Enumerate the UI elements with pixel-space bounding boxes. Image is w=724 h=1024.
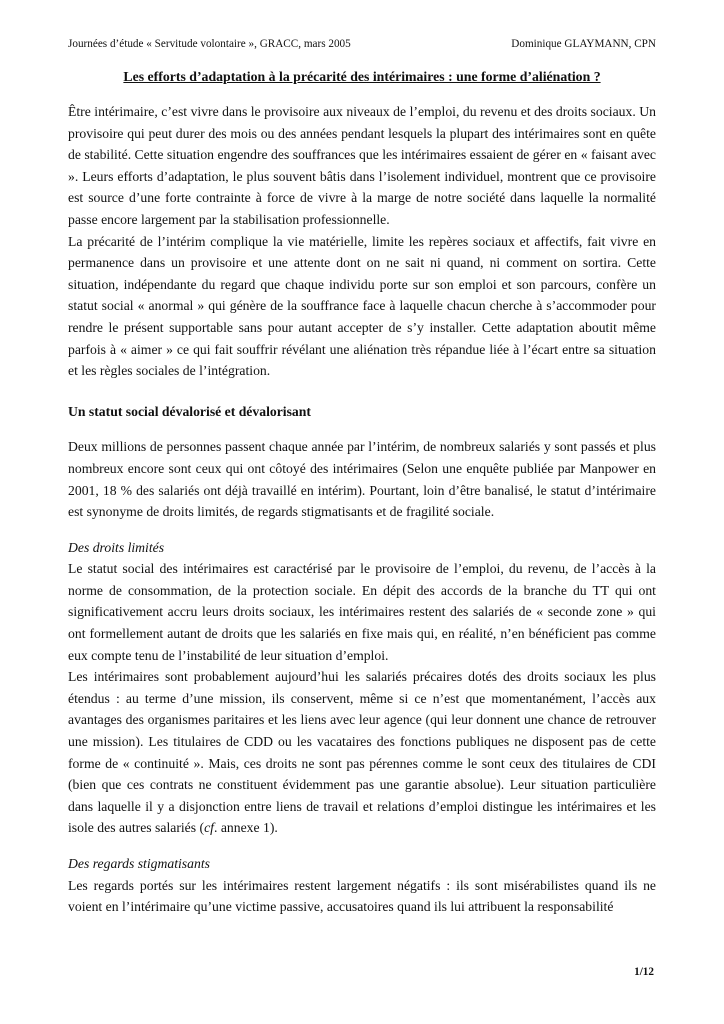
section-paragraph-1: Deux millions de personnes passent chaque année par l’intérim, de nombreux salariés y sont passés et plus nombreux encore sont ceux qui ont côtoyé des intérimaires (Selon une enquête publiée par Manpower en 2001, 18 % des salariés ont déjà travaillé en intérim). Pourtant, loin d’être banalisé, le statut d’intérimaire est synonyme de droits limités, de regards stigmatisants et de fragilité sociale. [68,439,656,520]
page-number: 1/12 [634,966,654,978]
subsection-heading-stigma: Des regards stigmatisants [68,856,210,871]
rights-paragraph-2 [68,666,656,839]
intro-paragraph-2: La précarité de l’intérim complique la vie matérielle, limite les repères sociaux et affectifs, fait vivre en permanence dans un provisoire et une attente dont on ne sait ni quand, ni comment on sortira. Cette situation, indépendante du regard que chaque individu porte sur son emploi et son parcours, confère un statut social « anormal » qui génère de la souffrance face à laquelle chacun cherche à s’accommoder pour rendre le présent supportable sans pour autant accepter de s’y installer. Cette adaptation aboutit même parfois à « aimer » ce qui fait souffrir révélant une aliénation très répandue liée à l’écart entre sa situation et les règles sociales de l’intégration. [68,233,656,379]
document-page [68,36,656,918]
intro-paragraph-1: Être intérimaire, c’est vivre dans le provisoire aux niveaux de l’emploi, du revenu et des droits sociaux. Un provisoire qui peut durer des mois ou des années pendant lesquels la plupart des intérimaires sont en quête de stabilité. Cette situation engendre des souffrances que les intérimaires essaient de gérer en « faisant avec ». Leurs efforts d’adaptation, le plus souvent bâtis dans l’isolement individuel, montrent que ce provisoire est source d’une forte contrainte à force de vivre à la marge de notre société dans laquelle la normalité passe encore largement par la stabilisation professionnelle. [68,104,656,227]
running-header [68,36,656,52]
document-title: Les efforts d’adaptation à la précarité des intérimaires : une forme d’aliénation ? [123,69,601,84]
rights-paragraph-2-text: Les intérimaires sont probablement aujourd’hui les salariés précaires dotés des droits sociaux les plus étendus : au terme d’une mission, ils conservent, même si ce n’est que momentanément, l’accès aux avantages des organismes paritaires et les liens avec leur agence (qui leur donnent une chance de retrouver une mission). Les titulaires de CDD ou les vacataires des fonctions publiques ne disposent pas de cette forme de « continuité ». Mais, ces droits ne sont pas pérennes comme le sont ceux des titulaires de CDI (bien que ces contrats ne constituent évidemment pas une garantie absolue). Leur situation particulière dans laquelle il y a disjonction entre liens de travail et relations d’emploi distingue les intérimaires et les isole des autres salariés ( [68,669,656,836]
stigma-paragraph-1: Les regards portés sur les intérimaires restent largement négatifs : ils sont misérabilistes quand ils ne voient en l’intérimaire qu’une victime passive, accusatoires quand ils lui attribuent la responsabilité [68,877,656,915]
rights-paragraph-1: Le statut social des intérimaires est caractérisé par le provisoire de l’emploi, du revenu, de l’accès à la norme de consommation, de la protection sociale. En dépit des accords de la branche du TT qui ont significativement accru leurs droits sociaux, les intérimaires restent des salariés de « seconde zone » qui ont formellement autant de droits que les salariés en fixe mais qui, en réalité, n’en bénéficient pas comme eux compte tenu de l’instabilité de leur situation d’emploi. [68,561,656,663]
cf-abbreviation: cf [204,820,214,836]
rights-paragraph-2-end: . annexe 1). [213,820,278,836]
header-left: Journées d’étude « Servitude volontaire », GRACC, mars 2005 [68,38,351,50]
section-heading: Un statut social dévalorisé et dévalorisant [68,403,311,419]
header-right: Dominique GLAYMANN, CPN [511,38,656,50]
subsection-heading-rights: Des droits limités [68,539,165,555]
